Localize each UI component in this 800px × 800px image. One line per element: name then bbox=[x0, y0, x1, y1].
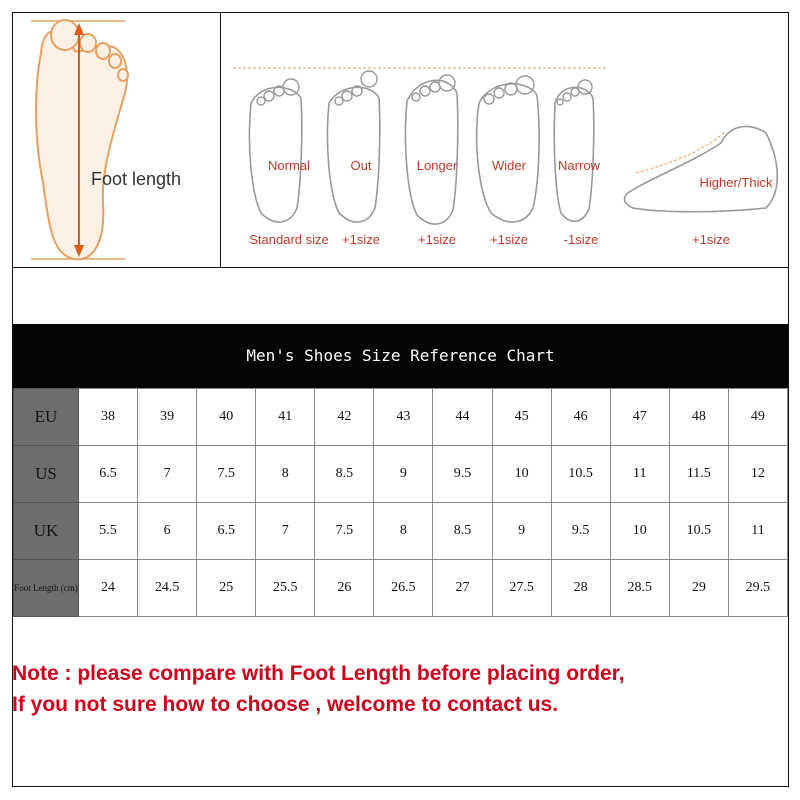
table-cell: 27 bbox=[433, 560, 492, 617]
table-cell: 40 bbox=[197, 389, 256, 446]
table-cell: 10.5 bbox=[551, 446, 610, 503]
chart-title: Men's Shoes Size Reference Chart bbox=[246, 346, 555, 365]
foot-type-longer-label: Longer bbox=[416, 158, 458, 173]
table-cell: 11 bbox=[610, 446, 669, 503]
table-cell: 10 bbox=[610, 503, 669, 560]
table-cell: 5.5 bbox=[79, 503, 138, 560]
table-cell: 7 bbox=[256, 503, 315, 560]
table-cell: 9 bbox=[374, 446, 433, 503]
table-cell: 6.5 bbox=[79, 446, 138, 503]
foot-diagram-row bbox=[13, 13, 788, 268]
foot-type-normal-size: Standard size bbox=[249, 232, 329, 247]
table-cell: 8 bbox=[256, 446, 315, 503]
order-note-line-2: If you not sure how to choose , welcome to contact us. bbox=[12, 693, 559, 716]
order-note-line-1: Note : please compare with Foot Length before placing order, bbox=[12, 662, 625, 685]
table-row bbox=[14, 503, 788, 560]
foot-type-higher-size: +1size bbox=[692, 232, 730, 247]
foot-type-narrow-label: Narrow bbox=[558, 158, 600, 173]
row-header: UK bbox=[14, 503, 79, 560]
table-cell: 42 bbox=[315, 389, 374, 446]
table-cell: 28.5 bbox=[610, 560, 669, 617]
table-cell: 10.5 bbox=[669, 503, 728, 560]
table-cell: 12 bbox=[728, 446, 787, 503]
size-reference-table bbox=[13, 388, 788, 617]
table-cell: 11.5 bbox=[669, 446, 728, 503]
foot-type-wider-label: Wider bbox=[492, 158, 526, 173]
table-cell: 8 bbox=[374, 503, 433, 560]
table-cell: 43 bbox=[374, 389, 433, 446]
table-row bbox=[14, 446, 788, 503]
table-cell: 10 bbox=[492, 446, 551, 503]
table-cell: 6 bbox=[138, 503, 197, 560]
foot-length-diagram bbox=[13, 13, 221, 267]
table-cell: 39 bbox=[138, 389, 197, 446]
table-cell: 26 bbox=[315, 560, 374, 617]
foot-type-wider-size: +1size bbox=[490, 232, 528, 247]
table-cell: 9.5 bbox=[433, 446, 492, 503]
table-cell: 45 bbox=[492, 389, 551, 446]
foot-types-illustration bbox=[221, 13, 788, 267]
table-cell: 7 bbox=[138, 446, 197, 503]
foot-type-out-size: +1size bbox=[342, 232, 380, 247]
table-cell: 38 bbox=[79, 389, 138, 446]
foot-type-longer-size: +1size bbox=[418, 232, 456, 247]
table-cell: 49 bbox=[728, 389, 787, 446]
row-header: US bbox=[14, 446, 79, 503]
table-cell: 44 bbox=[433, 389, 492, 446]
table-row bbox=[14, 389, 788, 446]
foot-outline-illustration bbox=[13, 13, 220, 267]
foot-type-narrow-size: -1size bbox=[563, 232, 599, 247]
table-row bbox=[14, 560, 788, 617]
table-cell: 29 bbox=[669, 560, 728, 617]
table-cell: 8.5 bbox=[433, 503, 492, 560]
table-cell: 28 bbox=[551, 560, 610, 617]
table-cell: 41 bbox=[256, 389, 315, 446]
foot-types-diagram bbox=[221, 13, 788, 267]
table-cell: 47 bbox=[610, 389, 669, 446]
table-cell: 9 bbox=[492, 503, 551, 560]
table-cell: 7.5 bbox=[197, 446, 256, 503]
table-cell: 24.5 bbox=[138, 560, 197, 617]
table-cell: 11 bbox=[728, 503, 787, 560]
table-cell: 8.5 bbox=[315, 446, 374, 503]
table-cell: 25.5 bbox=[256, 560, 315, 617]
table-cell: 24 bbox=[79, 560, 138, 617]
table-cell: 48 bbox=[669, 389, 728, 446]
table-cell: 7.5 bbox=[315, 503, 374, 560]
foot-length-label: Foot length bbox=[91, 169, 182, 189]
row-header: Foot Length (cm) bbox=[14, 560, 79, 617]
row-header: EU bbox=[14, 389, 79, 446]
table-cell: 25 bbox=[197, 560, 256, 617]
table-cell: 27.5 bbox=[492, 560, 551, 617]
table-cell: 46 bbox=[551, 389, 610, 446]
table-cell: 26.5 bbox=[374, 560, 433, 617]
table-cell: 9.5 bbox=[551, 503, 610, 560]
foot-type-out-label: Out bbox=[350, 158, 372, 173]
order-note bbox=[12, 658, 788, 720]
foot-type-normal-label: Normal bbox=[268, 158, 310, 173]
table-cell: 6.5 bbox=[197, 503, 256, 560]
table-cell: 29.5 bbox=[728, 560, 787, 617]
foot-type-higher-label: Higher/Thick bbox=[699, 175, 773, 190]
